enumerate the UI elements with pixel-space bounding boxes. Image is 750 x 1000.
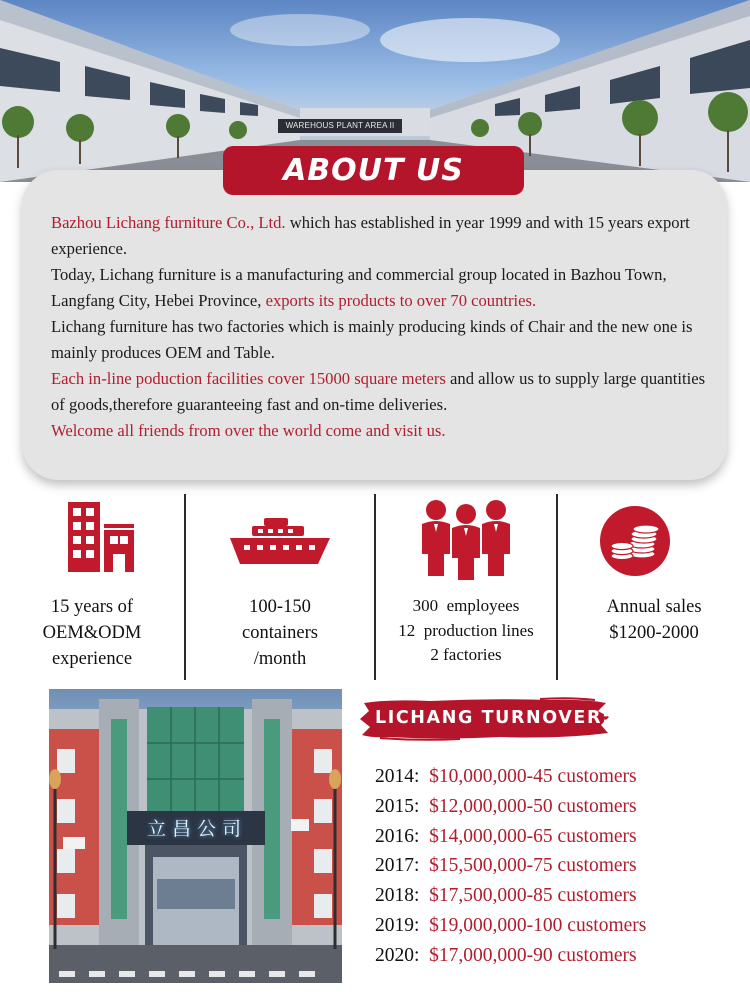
stat-employees <box>376 494 556 680</box>
stat-line: /month <box>253 649 307 669</box>
stat-line: 15 years of <box>50 597 134 617</box>
about-paragraph-1: Bazhou Lichang furniture Co., Ltd. which has established in year 1999 and with 15 years export experience. <box>51 213 690 258</box>
turnover-row: 2018: $17,500,000-85 customers <box>375 885 637 907</box>
turnover-row: 2014: $10,000,000-45 customers <box>375 766 637 787</box>
turnover-title: LICHANG TURNOVER: <box>375 708 611 728</box>
stat-line: OEM&ODM <box>42 623 142 643</box>
coins-icon <box>600 506 670 576</box>
stat-line: experience <box>51 649 133 669</box>
about-text <box>51 210 716 444</box>
turnover-row: 2019: $19,000,000-100 customers <box>375 914 647 936</box>
turnover-row: 2020: $17,000,000-90 customers <box>375 944 637 966</box>
stat-line: 300 employees <box>412 596 520 615</box>
employees-group-icon <box>420 498 512 580</box>
turnover-row: 2015: $12,000,000-50 customers <box>375 795 637 817</box>
stat-line: containers <box>241 623 319 643</box>
about-paragraph-3: Lichang furniture has two factories which is mainly producing kinds of Chair and the new one is mainly produces OEM and Table. <box>51 317 693 362</box>
about-paragraph-5: Welcome all friends from over the world come and visit us. <box>51 421 446 440</box>
office-building-photo <box>49 689 342 983</box>
stat-line: $1200-2000 <box>609 623 699 643</box>
stat-line: Annual sales <box>606 597 702 617</box>
about-paragraph-2: Today, Lichang furniture is a manufacturing and commercial group located in Bazhou Town, Langfang City, Hebei Province, exports its products to over 70 countries. <box>51 265 667 310</box>
about-title-banner: ABOUT US <box>223 146 524 195</box>
stat-annual-sales <box>558 494 750 680</box>
stat-line: 2 factories <box>430 645 502 664</box>
turnover-row: 2016: $14,000,000-65 customers <box>375 825 637 847</box>
stat-line: 12 production lines <box>398 620 534 640</box>
warehouse-sign: WAREHOUS PLANT AREA II <box>278 119 402 133</box>
stats-row <box>0 494 750 680</box>
factory-building-icon <box>68 502 134 572</box>
building-sign: 立昌公司 <box>146 818 247 840</box>
stat-containers <box>186 494 374 680</box>
turnover-list <box>375 762 740 971</box>
cargo-ship-icon <box>230 516 330 566</box>
stat-line: 100-150 <box>249 597 311 617</box>
company-name: Bazhou Lichang furniture Co., Ltd. <box>51 213 286 232</box>
about-paragraph-4: Each in-line poduction facilities cover 15000 square meters and allow us to supply large quantities of goods,therefore guaranteeing fast and on-time deliveries. <box>51 369 706 414</box>
stat-experience <box>0 494 184 680</box>
turnover-row: 2017: $15,500,000-75 customers <box>375 855 637 877</box>
